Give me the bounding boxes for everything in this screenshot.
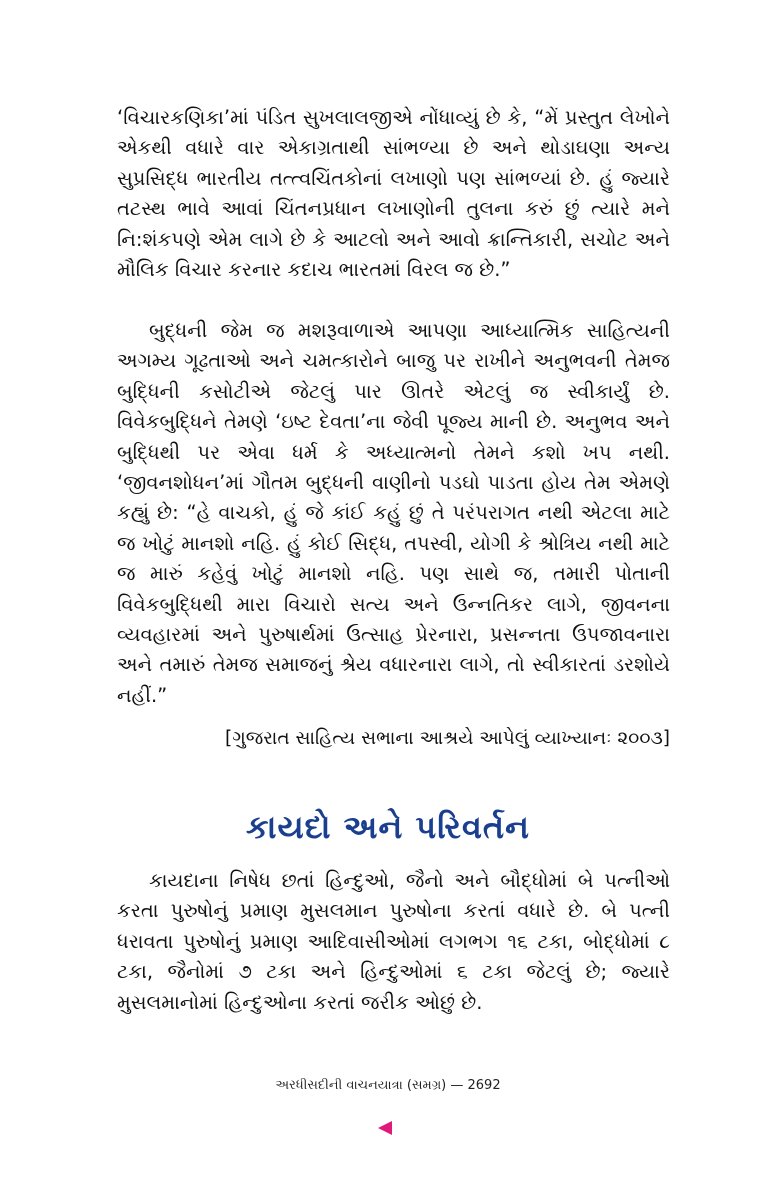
paragraph-vicharkanika — [117, 103, 670, 285]
paragraph-buddha-mashruwala — [117, 316, 670, 711]
page-footer: અરધીસદીની વાચનયાત્રા (સમગ્ર) — 2692 — [275, 1078, 501, 1093]
source-citation: [ગુજરાત સાહિત્ય સભાના આશ્રયે આપેલું વ્યાખ્યાનઃ ૨૦૦૩] — [225, 728, 670, 749]
paragraph-text: કાયદાના નિષેધ છતાં હિન્દુઓ, જૈનો અને બૌદ્ધોમાં બે પત્નીઓ કરતા પુરુષોનું પ્રમાણ મુસલમાન પુરુષોના કરતાં વધારે છે. બે પત્ની ધરાવતા પુરુષોનું પ્રમાણ આદિવાસીઓમાં લગભગ ૧૬ ટકા, બોદ્ધોમાં ૮ ટકા, જૈનોમાં ૭ ટકા અને હિન્દુઓમાં ૬ ટકા જેટલું છે; જ્યારે મુસલમાનોમાં હિન્દુઓના કરતાં જરીક ઓછું છે. — [117, 869, 670, 1014]
paragraph-text: બુદ્ધની જેમ જ મશરૂવાળાએ આપણા આધ્યાત્મિક સાહિત્યની અગમ્ય ગૂઢતાઓ અને ચમત્કારોને બાજુ પર રાખીને અનુભવની તેમજ બુદ્ધિની કસોટીએ જેટલું પાર ઊતરે એટલું જ સ્વીકાર્યું છે. વિવેકબુદ્ધિને તેમણે ‘ઇષ્ટ દેવતા’ના જેવી પૂજ્ય માની છે. અનુભવ અને બુદ્ધિથી પર એવા ધર્મ કે અધ્યાત્મનો તેમને કશો ખપ નથી. ‘જીવનશોધન’માં ગૌતમ બુદ્ધની વાણીનો પડઘો પાડતા હોય તેમ એમણે કહ્યું છે: “હે વાચકો, હું જે કાંઈ કહું છું તે પરંપરાગત નથી એટલા માટે જ ખોટું માનશો નહિ. હું કોઈ સિદ્ધ, તપસ્વી, યોગી કે શ્રોત્રિય નથી માટે જ મારું કહેવું ખોટું માનશો નહિ. પણ સાથે જ, તમારી પોતાની વિવેકબુદ્ધિથી મારા વિચારો સત્ય અને ઉન્નતિકર લાગે, જીવનના વ્યવહારમાં અને પુરુષાર્થમાં ઉત્સાહ પ્રેરનારા, પ્રસન્નતા ઉપજાવનારા અને તમારું તેમજ સમાજનું શ્રેય વધારનારા લાગે, તો સ્વીકારતાં ડરશોયે નહીં.” — [117, 319, 670, 707]
paragraph-kayado — [117, 866, 670, 1018]
paragraph-text: ‘વિચારકણિકા’માં પંડિત સુખલાલજીએ નોંધાવ્યું છે કે, “મેં પ્રસ્તુત લેખોને એકથી વધારે વાર એકાગ્રતાથી સાંભળ્યા છે અને થોડાઘણા અન્ય સુપ્રસિદ્ધ ભારતીય તત્ત્વચિંતકોનાં લખાણો પણ સાંભળ્યાં છે. હું જ્યારે તટસ્થ ભાવે આવાં ચિંતનપ્રધાન લખાણોની તુલના કરું છું ત્યારે મને નિ:શંકપણે એમ લાગે છે કે આટલો અને આવો ક્રાન્તિકારી, સચોટ અને મૌલિક વિચાર કરનાર કદાચ ભારતમાં વિરલ જ છે.” — [117, 106, 670, 282]
section-heading: કાયદો અને પરિવર્તન — [246, 808, 530, 846]
previous-page-arrow-icon[interactable] — [378, 1121, 392, 1135]
